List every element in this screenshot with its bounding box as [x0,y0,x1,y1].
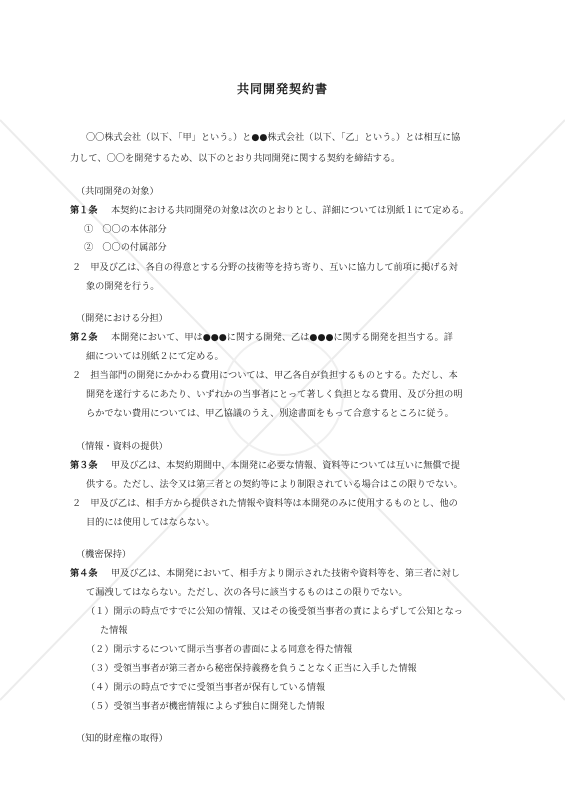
article-3-line-3: ２ 甲及び乙は、相手方から提供された情報や資料等は本開発のみに使用するものとし、他の [72,498,458,509]
preamble-line-1: 〇〇株式会社（以下、「甲」という。）と●●株式会社（以下、「乙」という。）とは相互に協 [86,132,461,143]
article-3-line-4: 目的には使用してはならない。 [86,517,215,528]
section-heading-2: （開発における分担） [76,313,168,324]
article-2-line-5: らかでない費用については、甲乙協議のうえ、別途書面をもって合意するところに従う。 [86,408,454,419]
section-heading-4: （機密保持） [76,549,132,560]
document-title: 共同開発契約書 [236,82,328,96]
article-2-line-2: 細については別紙２にて定める。 [86,351,224,362]
article-1-line-2: ① 〇〇の本体部分 [84,224,167,235]
article-2-line-1: 本開発において、甲は●●●に関する開発、乙は●●●に関する開発を担当する。詳 [111,332,453,343]
article-4-item-2: （２）開示するについて開示当事者の書面による同意を得た情報 [86,644,353,655]
article-2-line-3: ２ 担当部門の開発にかかわる費用については、甲乙各自が負担するものとする。ただし、本 [72,370,458,381]
article-2-line-4: 開発を遂行するにあたり、いずれかの当事者にとって著しく負担となる費用、及び分担の明 [86,389,463,400]
section-heading-3: （情報・資料の提供） [76,441,168,452]
article-4-item-4: （４）開示の時点ですでに受領当事者が保有している情報 [86,682,326,693]
article-number-1: 第１条 [70,205,98,216]
preamble-line-2: 力して、〇〇を開発するため、以下のとおり共同開発に関する契約を締結する。 [70,153,401,164]
section-heading-1: （共同開発の対象） [76,186,159,197]
article-number-4: 第４条 [70,568,98,579]
article-4-item-1-cont: た情報 [100,625,128,636]
article-4-item-5: （５）受領当事者が機密情報によらず独自に開発した情報 [86,701,325,712]
article-3-line-2: 供する。ただし、法令又は第三者との契約等により制限されている場合はこの限りでない。 [86,479,463,490]
article-4-line-1: 甲及び乙は、本開発において、相手方より開示された技術や資料等を、第三者に対し [111,568,460,579]
article-4-item-1: （１）開示の時点ですでに公知の情報、又はその後受領当事者の責によらずして公知となっ [86,606,463,617]
article-3-line-1: 甲及び乙は、本契約期間中、本開発に必要な情報、資料等については互いに無償で提 [111,460,460,471]
article-1-line-4: ２ 甲及び乙は、各自の得意とする分野の技術等を持ち寄り、互いに協力して前項に掲げる対 [72,262,458,273]
section-heading-5: （知的財産権の取得） [76,733,168,744]
article-4-line-2: て漏洩してはならない。ただし、次の各号に該当するものはこの限りでない。 [86,587,408,598]
article-4-item-3: （３）受領当事者が第三者から秘密保持義務を負うことなく正当に入手した情報 [86,663,417,674]
article-number-3: 第３条 [70,460,98,471]
article-1-line-5: 象の開発を行う。 [86,281,160,292]
article-1-line-3: ② 〇〇の付属部分 [84,242,167,253]
article-number-2: 第２条 [70,332,98,343]
article-1-line-1: 本契約における共同開発の対象は次のとおりとし、詳細については別紙１にて定める。 [111,205,470,216]
